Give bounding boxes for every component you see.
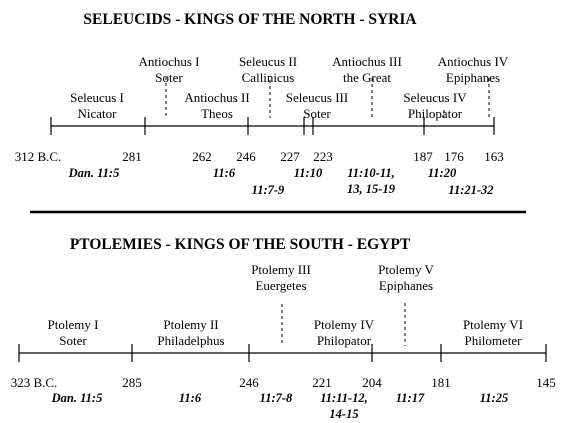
ptolemy-king-epithet: Euergetes (255, 278, 307, 293)
seleucid-king-name: Seleucus IV (403, 90, 467, 105)
seleucid-king-epithet: Nicator (77, 106, 117, 121)
seleucid-scripture-ref: 11:21-32 (448, 183, 494, 197)
seleucid-year-label: 163 (484, 149, 504, 164)
seleucid-scripture-ref: 11:10-11, (347, 166, 395, 180)
ptolemy-scripture-ref: 11:6 (178, 391, 202, 405)
ptolemy-king-name: Ptolemy II (163, 317, 219, 332)
ptolemy-year-label: 285 (122, 375, 142, 390)
ptolemy-king-epithet: Philadelphus (157, 333, 225, 348)
seleucid-king-epithet: Epiphanes (445, 70, 501, 85)
ptolemy-king-name: Ptolemy V (378, 262, 434, 277)
ptolemy-scripture-ref: 11:17 (395, 391, 425, 405)
ptolemy-year-label: 181 (431, 375, 451, 390)
ptolemy-king-epithet: Philopator (316, 333, 372, 348)
seleucid-scripture-ref: Dan. 11:5 (68, 166, 120, 180)
seleucids-title: SELEUCIDS - KINGS OF THE NORTH - SYRIA (83, 11, 417, 28)
ptolemy-scripture-ref: 11:11-12, (320, 391, 368, 405)
ptolemy-scripture-ref: 11:7-8 (259, 391, 293, 405)
seleucid-king-name: Seleucus I (70, 90, 124, 105)
seleucid-year-label: 246 (236, 149, 256, 164)
seleucid-king-name: Seleucus III (285, 90, 349, 105)
ptolemy-king-name: Ptolemy I (47, 317, 99, 332)
ptolemies-timeline (11, 262, 556, 421)
ptolemy-scripture-ref: 14-15 (329, 407, 359, 421)
ptolemy-king-name: Ptolemy VI (462, 317, 524, 332)
seleucid-year-label: 281 (122, 149, 142, 164)
seleucid-year-label: 176 (444, 149, 464, 164)
seleucid-king-name: Antiochus I (138, 54, 200, 69)
seleucid-scripture-ref: 11:6 (212, 166, 236, 180)
seleucid-king-epithet: Philopator (407, 106, 463, 121)
ptolemy-scripture-ref: 11:25 (479, 391, 509, 405)
ptolemies-title: PTOLEMIES - KINGS OF THE SOUTH - EGYPT (69, 236, 411, 253)
ptolemy-scripture-ref: Dan. 11:5 (51, 391, 103, 405)
ptolemy-year-label: 246 (239, 375, 259, 390)
ptolemy-king-epithet: Soter (59, 333, 87, 348)
ptolemy-year-label: 204 (362, 375, 382, 390)
seleucid-scripture-ref: 11:10 (293, 166, 323, 180)
seleucid-year-label: 223 (313, 149, 333, 164)
seleucid-scripture-ref: 11:7-9 (251, 183, 285, 197)
seleucid-scripture-ref: 11:20 (427, 166, 457, 180)
ptolemy-king-epithet: Philometer (464, 333, 522, 348)
ptolemy-king-epithet: Epiphanes (378, 278, 434, 293)
seleucid-year-label: 227 (280, 149, 300, 164)
seleucid-year-label: 262 (192, 149, 212, 164)
seleucid-king-name: Antiochus II (184, 90, 250, 105)
seleucid-scripture-ref: 13, 15-19 (347, 182, 395, 196)
ptolemy-year-label: 323 B.C. (10, 375, 58, 390)
seleucid-king-epithet: Soter (303, 106, 331, 121)
seleucid-king-epithet: Callinicus (241, 70, 295, 85)
seleucid-year-label: 312 B.C. (14, 149, 62, 164)
seleucid-king-epithet: Theos (201, 106, 233, 121)
seleucids-timeline (15, 54, 509, 197)
seleucid-king-name: Seleucus II (238, 54, 298, 69)
ptolemy-year-label: 221 (312, 375, 332, 390)
seleucid-king-name: Antiochus IV (437, 54, 509, 69)
seleucid-king-epithet: the Great (342, 70, 392, 85)
seleucid-king-name: Antiochus III (332, 54, 402, 69)
ptolemy-king-name: Ptolemy IV (313, 317, 375, 332)
ptolemy-year-label: 145 (536, 375, 556, 390)
seleucid-year-label: 187 (413, 149, 433, 164)
ptolemy-king-name: Ptolemy III (251, 262, 311, 277)
seleucid-king-epithet: Soter (155, 70, 183, 85)
